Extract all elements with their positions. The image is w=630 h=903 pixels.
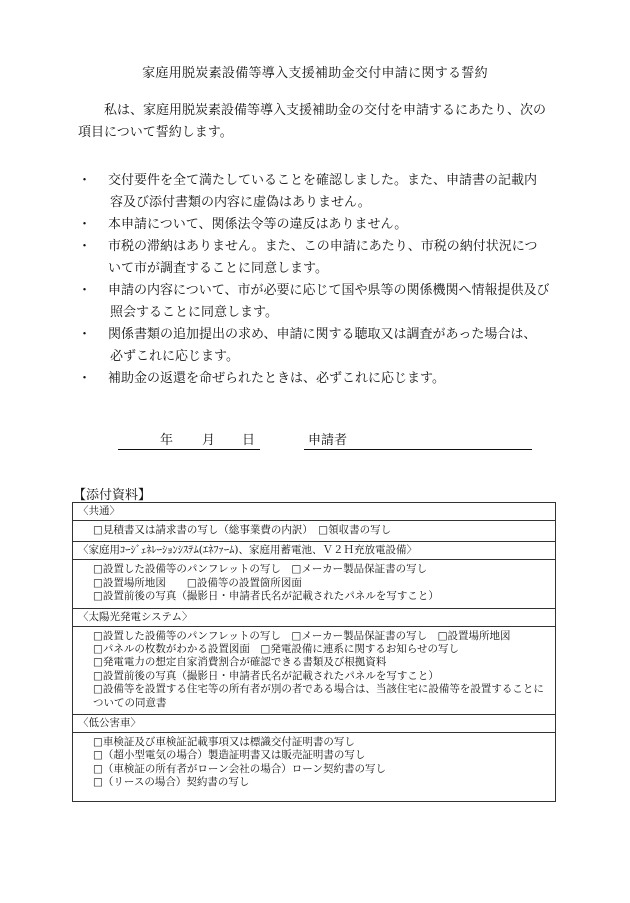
checklist-item: □（リースの場合）契約書の写し (93, 776, 250, 789)
checklist-item: □（超小型電気の場合）製造証明書又は販売証明書の写し (93, 749, 366, 762)
checklist-item: □（車検証の所有者がローン会社の場合）ローン契約書の写し (93, 762, 386, 775)
section-title: 〈太陽光発電システム〉 (73, 609, 555, 627)
attachment-section-solar (73, 608, 555, 714)
checklist-item: □車検証及び車検証記載事項又は標識交付証明書の写し (93, 736, 355, 749)
checklist-item: □設置前後の写真（撮影日・申請者氏名が記載されたパネルを写すこと） (93, 590, 439, 603)
pledge-line: 申請の内容について、市が必要に応じて国や県等の関係機関へ情報提供及び (108, 283, 550, 298)
section-title: 〈共通〉 (73, 503, 555, 521)
bullet-mark: ・ (78, 173, 92, 188)
applicant-label: 申請者 (308, 433, 348, 448)
intro-line-2: 項目について誓約します。 (78, 125, 233, 140)
attachment-section-home-equipment (73, 541, 555, 607)
checklist-item: □パネルの枚数がわかる設置図面 □発電設備に連系に関するお知らせの写し (93, 643, 460, 656)
pledge-item (78, 214, 558, 236)
attachment-section-common (73, 503, 555, 541)
pledge-line: 交付要件を全て満たしていることを確認しました。また、申請書の記載内 (108, 173, 538, 188)
intro-paragraph (78, 100, 558, 144)
checklist-item: □設置した設備等のパンフレットの写し □メーカー製品保証書の写し □設置場所地図 (93, 629, 511, 642)
section-title: 〈低公害車〉 (73, 715, 555, 733)
bullet-mark: ・ (78, 327, 92, 342)
intro-line-1: 私は、家庭用脱炭素設備等導入支援補助金の交付を申請するにあたり、次の (104, 103, 547, 118)
date-underline (118, 449, 260, 450)
pledge-item (78, 170, 558, 214)
pledge-line: 必ずこれに応じます。 (110, 349, 239, 364)
pledge-line: 市税の滞納はありません。また、この申請にあたり、市税の納付状況につ (108, 239, 538, 254)
pledge-list (78, 170, 558, 390)
checklist-item: □設置した設備等のパンフレットの写し □メーカー製品保証書の写し (93, 563, 428, 576)
checklist-item: □設置前後の写真（撮影日・申請者氏名が記載されたパネルを写すこと） (93, 669, 439, 682)
pledge-line: 本申請について、関係法令等の違反はありません。 (108, 217, 408, 232)
applicant-signature-line (304, 449, 532, 450)
pledge-line: いて市が調査することに同意します。 (108, 261, 328, 276)
date-month-label: 月 (202, 433, 216, 448)
pledge-item (78, 236, 558, 280)
checklist-item: □設置場所地図 □設備等の設置箇所図面 (93, 576, 302, 589)
date-year-label: 年 (160, 433, 174, 448)
checklist-item: □設備等を設置する住宅等の所有者が別の者である場合は、当該住宅に設備等を設置することについての同意書 (93, 683, 544, 709)
checklist-item: □発電電力の想定自家消費割合が確認できる書類及び根拠資料 (93, 656, 387, 669)
pledge-item (78, 368, 558, 390)
bullet-mark: ・ (78, 217, 92, 232)
pledge-item (78, 324, 558, 368)
pledge-line: 容及び添付書類の内容に虚偽はありません。 (110, 195, 371, 210)
attachments-heading: 【添付資料】 (73, 488, 152, 503)
bullet-mark: ・ (78, 371, 92, 386)
bullet-mark: ・ (78, 239, 92, 254)
document-title: 家庭用脱炭素設備等導入支援補助金交付申請に関する誓約 (142, 66, 488, 81)
section-title: 〈家庭用ｺｰｼﾞｪﾈﾚｰｼｮﾝｼｽﾃﾑ(ｴﾈﾌｧｰﾑ)、家庭用蓄電池、Ｖ２Ｈ充放電設備〉 (73, 542, 555, 560)
bullet-mark: ・ (78, 283, 92, 298)
attachments-table (72, 502, 556, 802)
checklist-item: □見積書又は請求書の写し（総事業費の内訳） □領収書の写し (93, 524, 392, 536)
pledge-line: 補助金の返還を命ぜられたときは、必ずこれに応じます。 (108, 371, 445, 386)
pledge-line: 照会することに同意します。 (110, 305, 278, 320)
pledge-line: 関係書類の追加提出の求め、申請に関する聴取又は調査があった場合は、 (108, 327, 537, 342)
pledge-item (78, 280, 558, 324)
attachment-section-low-emission-vehicle (73, 714, 555, 794)
date-day-label: 日 (242, 433, 256, 448)
